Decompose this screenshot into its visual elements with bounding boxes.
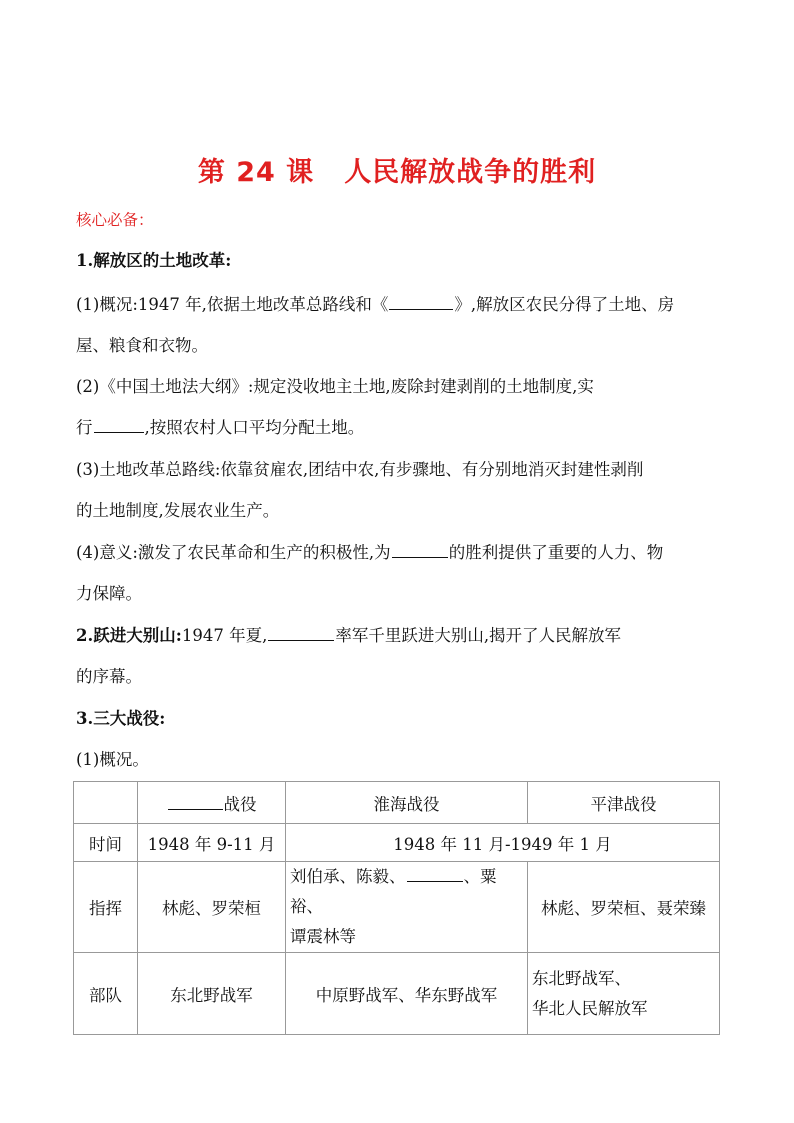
three-campaigns-table bbox=[73, 781, 720, 1035]
table-cell: 林彪、罗荣桓 bbox=[138, 862, 286, 953]
section2-heading: 2.跃进大别山: bbox=[76, 626, 182, 645]
page-title bbox=[0, 150, 794, 189]
section1-point1-line2: 屋、粮食和衣物。 bbox=[76, 336, 208, 355]
section1-heading: 1.解放区的土地改革: bbox=[76, 251, 232, 270]
table-cell: 中原野战军、华东野战军 bbox=[286, 953, 528, 1035]
table-header-cell: 战役 bbox=[138, 782, 286, 824]
table-cell: 1948 年 9-11 月 bbox=[138, 824, 286, 862]
table-cell: 东北野战军、 华北人民解放军 bbox=[528, 953, 720, 1035]
fill-blank[interactable] bbox=[389, 291, 453, 310]
row-label: 部队 bbox=[74, 953, 138, 1035]
section2-line2: 的序幕。 bbox=[76, 667, 142, 686]
section1-point3-line1: (3)土地改革总路线:依靠贫雇农,团结中农,有步骤地、有分别地消灭封建性剥削 bbox=[76, 460, 644, 479]
table-cell: 林彪、罗荣桓、聂荣臻 bbox=[528, 862, 720, 953]
lesson-number: 第 24 课 bbox=[197, 157, 315, 188]
table-row bbox=[74, 782, 720, 824]
table-header-cell: 淮海战役 bbox=[286, 782, 528, 824]
fill-blank[interactable] bbox=[94, 414, 144, 433]
table-cell: 东北野战军 bbox=[138, 953, 286, 1035]
fill-blank[interactable] bbox=[407, 863, 463, 882]
row-label: 时间 bbox=[74, 824, 138, 862]
table-cell: 1948 年 11 月-1949 年 1 月 bbox=[286, 824, 720, 862]
fill-blank[interactable] bbox=[168, 791, 223, 810]
core-section-label: 核心必备： bbox=[76, 211, 154, 229]
section1-point4-line2: 力保障。 bbox=[76, 584, 142, 603]
table-row bbox=[74, 824, 720, 862]
table-row bbox=[74, 953, 720, 1035]
lesson-name: 人民解放战争的胜利 bbox=[344, 157, 597, 188]
fill-blank[interactable] bbox=[392, 539, 448, 558]
section3-heading: 3.三大战役: bbox=[76, 709, 166, 728]
table-row bbox=[74, 862, 720, 953]
section3-sub: (1)概况。 bbox=[76, 750, 149, 769]
row-label: 指挥 bbox=[74, 862, 138, 953]
section1-point1-line1: (1)概况:1947 年,依据土地改革总路线和《 》,解放区农民分得了土地、房 bbox=[76, 284, 726, 326]
table-cell: 刘伯承、陈毅、 、粟裕、 谭震林等 bbox=[286, 862, 528, 953]
section1-point4-line1: (4)意义:激发了农民革命和生产的积极性,为 的胜利提供了重要的人力、物 bbox=[76, 532, 726, 574]
table-cell bbox=[74, 782, 138, 824]
section2-line1: 2.跃进大别山:1947 年夏, 率军千里跃进大别山,揭开了人民解放军 bbox=[76, 615, 726, 657]
section1-point2-line1: (2)《中国土地法大纲》:规定没收地主土地,废除封建剥削的土地制度,实 bbox=[76, 377, 594, 396]
section1-point2-line2: 行 ,按照农村人口平均分配土地。 bbox=[76, 407, 726, 449]
section1-point3-line2: 的土地制度,发展农业生产。 bbox=[76, 501, 280, 520]
fill-blank[interactable] bbox=[268, 622, 334, 641]
table-header-cell: 平津战役 bbox=[528, 782, 720, 824]
